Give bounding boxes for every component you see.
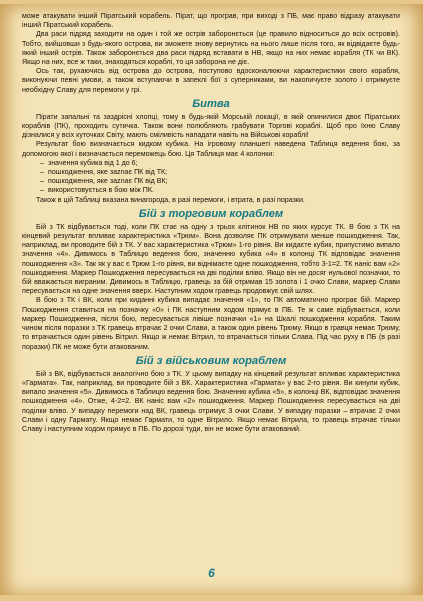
- battle-heading: Битва: [192, 97, 230, 110]
- page-bottom-edge: [0, 595, 423, 601]
- list-item: – пошкодження, яке заznaє ПК від ВК;: [40, 177, 400, 186]
- trade-paragraph-2: В бою з ТК і ВК, коли при киданні кубика випадає значення «1», то ПК автоматично програє бій. Маркер Пошкодження ставиться на позначку «0» і ПК наступним ходом прямує в ПБ. Те ж саме відбувається, коли маркер Пошкодження, після бою, пересувається лівіше позначки «1» на Шкалі пошкодження корабля. Таким чином після поразки з ТК гравець втрачає 2 очки Слави, а також один рівень Трюму. Якщо в гравця немає Трюму, то втрачається один рівень Вітрил. Якщо ж немає Вітрил, то втрачається тільки Слава. Під час руху в ПБ (в разі поразки) ПК не може бути атакованим.: [22, 296, 400, 351]
- intro-paragraph-1: може атакувати інший Піратський корабель. Пірат, що програв, при виході з ПБ, має право відразу атакувати інший Піратський корабель.: [22, 12, 400, 30]
- battle-paragraph-3: Також в цій Таблиці вказана винагорода, в разі перемоги, і втрата, в разі поразки.: [36, 195, 305, 204]
- page-number: 6: [208, 566, 215, 580]
- intro-paragraph-3: Ось так, рухаючись від острова до острова, поступово вдосконалюючи характеристики свого корабля, виконуючи певні умови, а також вступаючи в запеклі бої з суперниками, ви накопичуєте золото і отримуєте необхідну Славу для перемоги у грі.: [22, 67, 400, 94]
- list-item: – пошкодження, яке заznaє ПК від ТК;: [40, 168, 400, 177]
- military-battle-heading: Бій з військовим кораблем: [135, 354, 287, 367]
- list-item: – використовується в бою між ПК.: [40, 186, 400, 195]
- page-content: [22, 12, 400, 434]
- trade-battle-heading: Бій з торговим кораблем: [138, 207, 284, 220]
- trade-paragraph-1: Бій з ТК відбувається тоді, коли ПК стає на одну з трьох клітинок НВ по яких курсує ТК. В бою з ТК на кінцевий результат впливає характеристика «Трюм». Вона дозволяє ПК отримувати менше пошкодження. Так, наприклад, ви проводите бій з ТК. У вас характеристика «Трюм» 1-го рівня. Ви кидаєте кубик, припустимо випало значення «4». Дивимось в Таблицю ведення бою, значенню кубика «4» в колонці ТК відповідає значення пошкодження «3». Так як у вас є Трюм 1-го рівня, ви віднімаєте одне пошкодження, тобто 3-1=2. ТК наніс вам «2» пошкодження. Маркер Пошкодження пересувається на дві поділки вліво. Якщо він не досяг нульової позначки, то бій вважається виграним. Дивимось в Таблицю, гравець за бій отримав 15 золота і 1 очко Слави, маркер Слави пересувається на одне значення вверх. Наступним ходом гравець продовжує свій шлях.: [22, 222, 400, 296]
- battle-paragraph-2: Результат бою визначається кидком кубика. На ігровому планшеті наведена Таблиця ведення бою, за допомогою якої і визначається переможець бою. Ця Таблиця має 4 колонки:: [22, 140, 400, 158]
- list-item: – значення кубика від 1 до 6;: [40, 159, 400, 168]
- intro-paragraph-2: Два раси підряд заходити на один і той же острів заборонється (це правило відноситься до всіх островів). Тобто, вийшовши з будь-якого острова, ви зможете знову вернутись на нього лише після того, як відвідаєте будь-який інший острів. Також заборонється два раси підряд вставати в НВ, якщо на них немає корабля (ТК чи ВК). Якщо на них, все ж таки, знаходяться кораблі, то ця заборона не діє.: [22, 30, 400, 67]
- battle-paragraph-1: Пірати запальні та заздрісні хлопці, тому в будь-якій Морській локації, в якій опинилися двоє Піратських кораблів (ПК), проходить сутичка. Також вони полюбляють грабувати Торгові кораблі. Щоб про їхню Славу дізналися у всіх куточках Світу, мають сміливість нападати навіть на Військові кораблі!: [22, 112, 400, 140]
- page-top-edge: [0, 0, 423, 4]
- military-paragraph-1: Бій з ВК, відбувається аналогічно бою з ТК. У цьому випадку на кінцевий результат впливає характеристика «Гармата». Так, наприклад, ви проводите бій з ВК. Характеристика «Гармата» у вас 2-го рівня. Ви кинули кубик, випало значення «5». Дивимось в Таблицю ведення бою. Значенню кубика «5», в колонці ВК, відповідає значення пошкодження «4». Отже, 4-2=2. ВК наніс вам «2» пошкодження. Маркер Пошкодження пересувається на дві поділки вліво. У випадку перемоги над ВК, гравець отримує 3 очки Слави. У випадку поразки – втрачає 2 очки Слави і одну Гармату. Якщо немає Гармати, то одне Вітрило. Якщо немає Вітрила, то гравець втрачає тільки Славу і наступним ходом прямує в ПБ. По дорозі туди, він не може бути атакований.: [22, 369, 400, 433]
- battle-table-columns-list: [22, 159, 400, 196]
